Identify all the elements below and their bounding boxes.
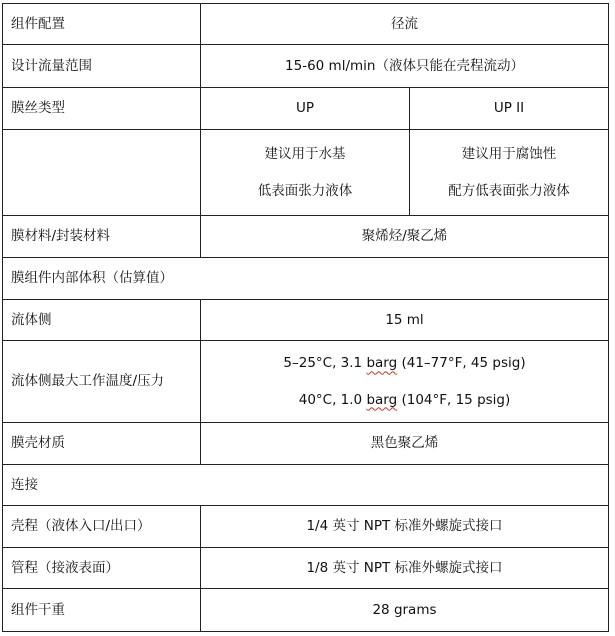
- recommended-up-line2: 低表面张力液体: [257, 182, 353, 199]
- temp-pressure-line1: [209, 355, 600, 371]
- value-fluid-side: 15 ml: [201, 300, 609, 341]
- temp-line2-pre: 40°C, 1.0: [298, 391, 367, 408]
- row-max-temp-pressure: [3, 341, 609, 423]
- spec-table: [2, 3, 609, 632]
- value-membrane-up: UP: [201, 88, 410, 130]
- spacer: [209, 163, 401, 183]
- recommended-up-line1: 建议用于水基: [264, 146, 346, 163]
- value-design-flow: 15-60 ml/min（液体只能在壳程流动）: [201, 45, 609, 88]
- spacer: [209, 372, 600, 392]
- row-dry-weight: [3, 589, 609, 632]
- row-internal-volume: [3, 258, 609, 300]
- temp-line2-unit: barg: [366, 391, 398, 408]
- row-materials: [3, 216, 609, 258]
- value-lumen: 1/8 英寸 NPT 标准外螺旋式接口: [201, 548, 609, 589]
- label-shell: 壳程（液体入口/出口）: [3, 506, 201, 548]
- value-housing: 黑色聚乙烯: [201, 423, 609, 465]
- row-connections: [3, 465, 609, 506]
- value-membrane-up2: UP II: [410, 88, 609, 130]
- label-assembly-config: 组件配置: [3, 4, 201, 45]
- value-assembly-config: 径流: [201, 4, 609, 45]
- value-max-temp-pressure: [201, 341, 609, 423]
- label-max-temp-pressure: 流体侧最大工作温度/压力: [3, 341, 201, 423]
- label-fluid-side: 流体侧: [3, 300, 201, 341]
- label-materials: 膜材料/封装材料: [3, 216, 201, 258]
- label-internal-volume: 膜组件内部体积（估算值）: [3, 258, 609, 300]
- row-fluid-side: [3, 300, 609, 341]
- temp-line1-pre: 5–25°C, 3.1: [283, 355, 367, 372]
- value-dry-weight: 28 grams: [201, 589, 609, 632]
- label-recommended-empty: [3, 130, 201, 216]
- label-lumen: 管程（接液表面）: [3, 548, 201, 589]
- value-materials: 聚烯烃/聚乙烯: [201, 216, 609, 258]
- value-recommended-up2: [410, 130, 609, 216]
- temp-line2-post: (104°F, 15 psig): [397, 391, 511, 408]
- temp-pressure-line2: [209, 392, 600, 408]
- row-membrane-type: [3, 88, 609, 130]
- row-recommended: [3, 130, 609, 216]
- row-shell: [3, 506, 609, 548]
- row-lumen: [3, 548, 609, 589]
- row-design-flow: [3, 45, 609, 88]
- label-membrane-type: 膜丝类型: [3, 88, 201, 130]
- label-design-flow: 设计流量范围: [3, 45, 201, 88]
- value-recommended-up: [201, 130, 410, 216]
- row-housing: [3, 423, 609, 465]
- recommended-up2-line2: 配方低表面张力液体: [448, 182, 570, 199]
- label-connections: 连接: [3, 465, 609, 506]
- row-assembly-config: [3, 4, 609, 45]
- spacer: [418, 163, 600, 183]
- value-shell: 1/4 英寸 NPT 标准外螺旋式接口: [201, 506, 609, 548]
- temp-line1-unit: barg: [366, 355, 398, 372]
- label-housing: 膜壳材质: [3, 423, 201, 465]
- label-dry-weight: 组件干重: [3, 589, 201, 632]
- recommended-up2-line1: 建议用于腐蚀性: [461, 146, 557, 163]
- temp-line1-post: (41–77°F, 45 psig): [397, 355, 526, 372]
